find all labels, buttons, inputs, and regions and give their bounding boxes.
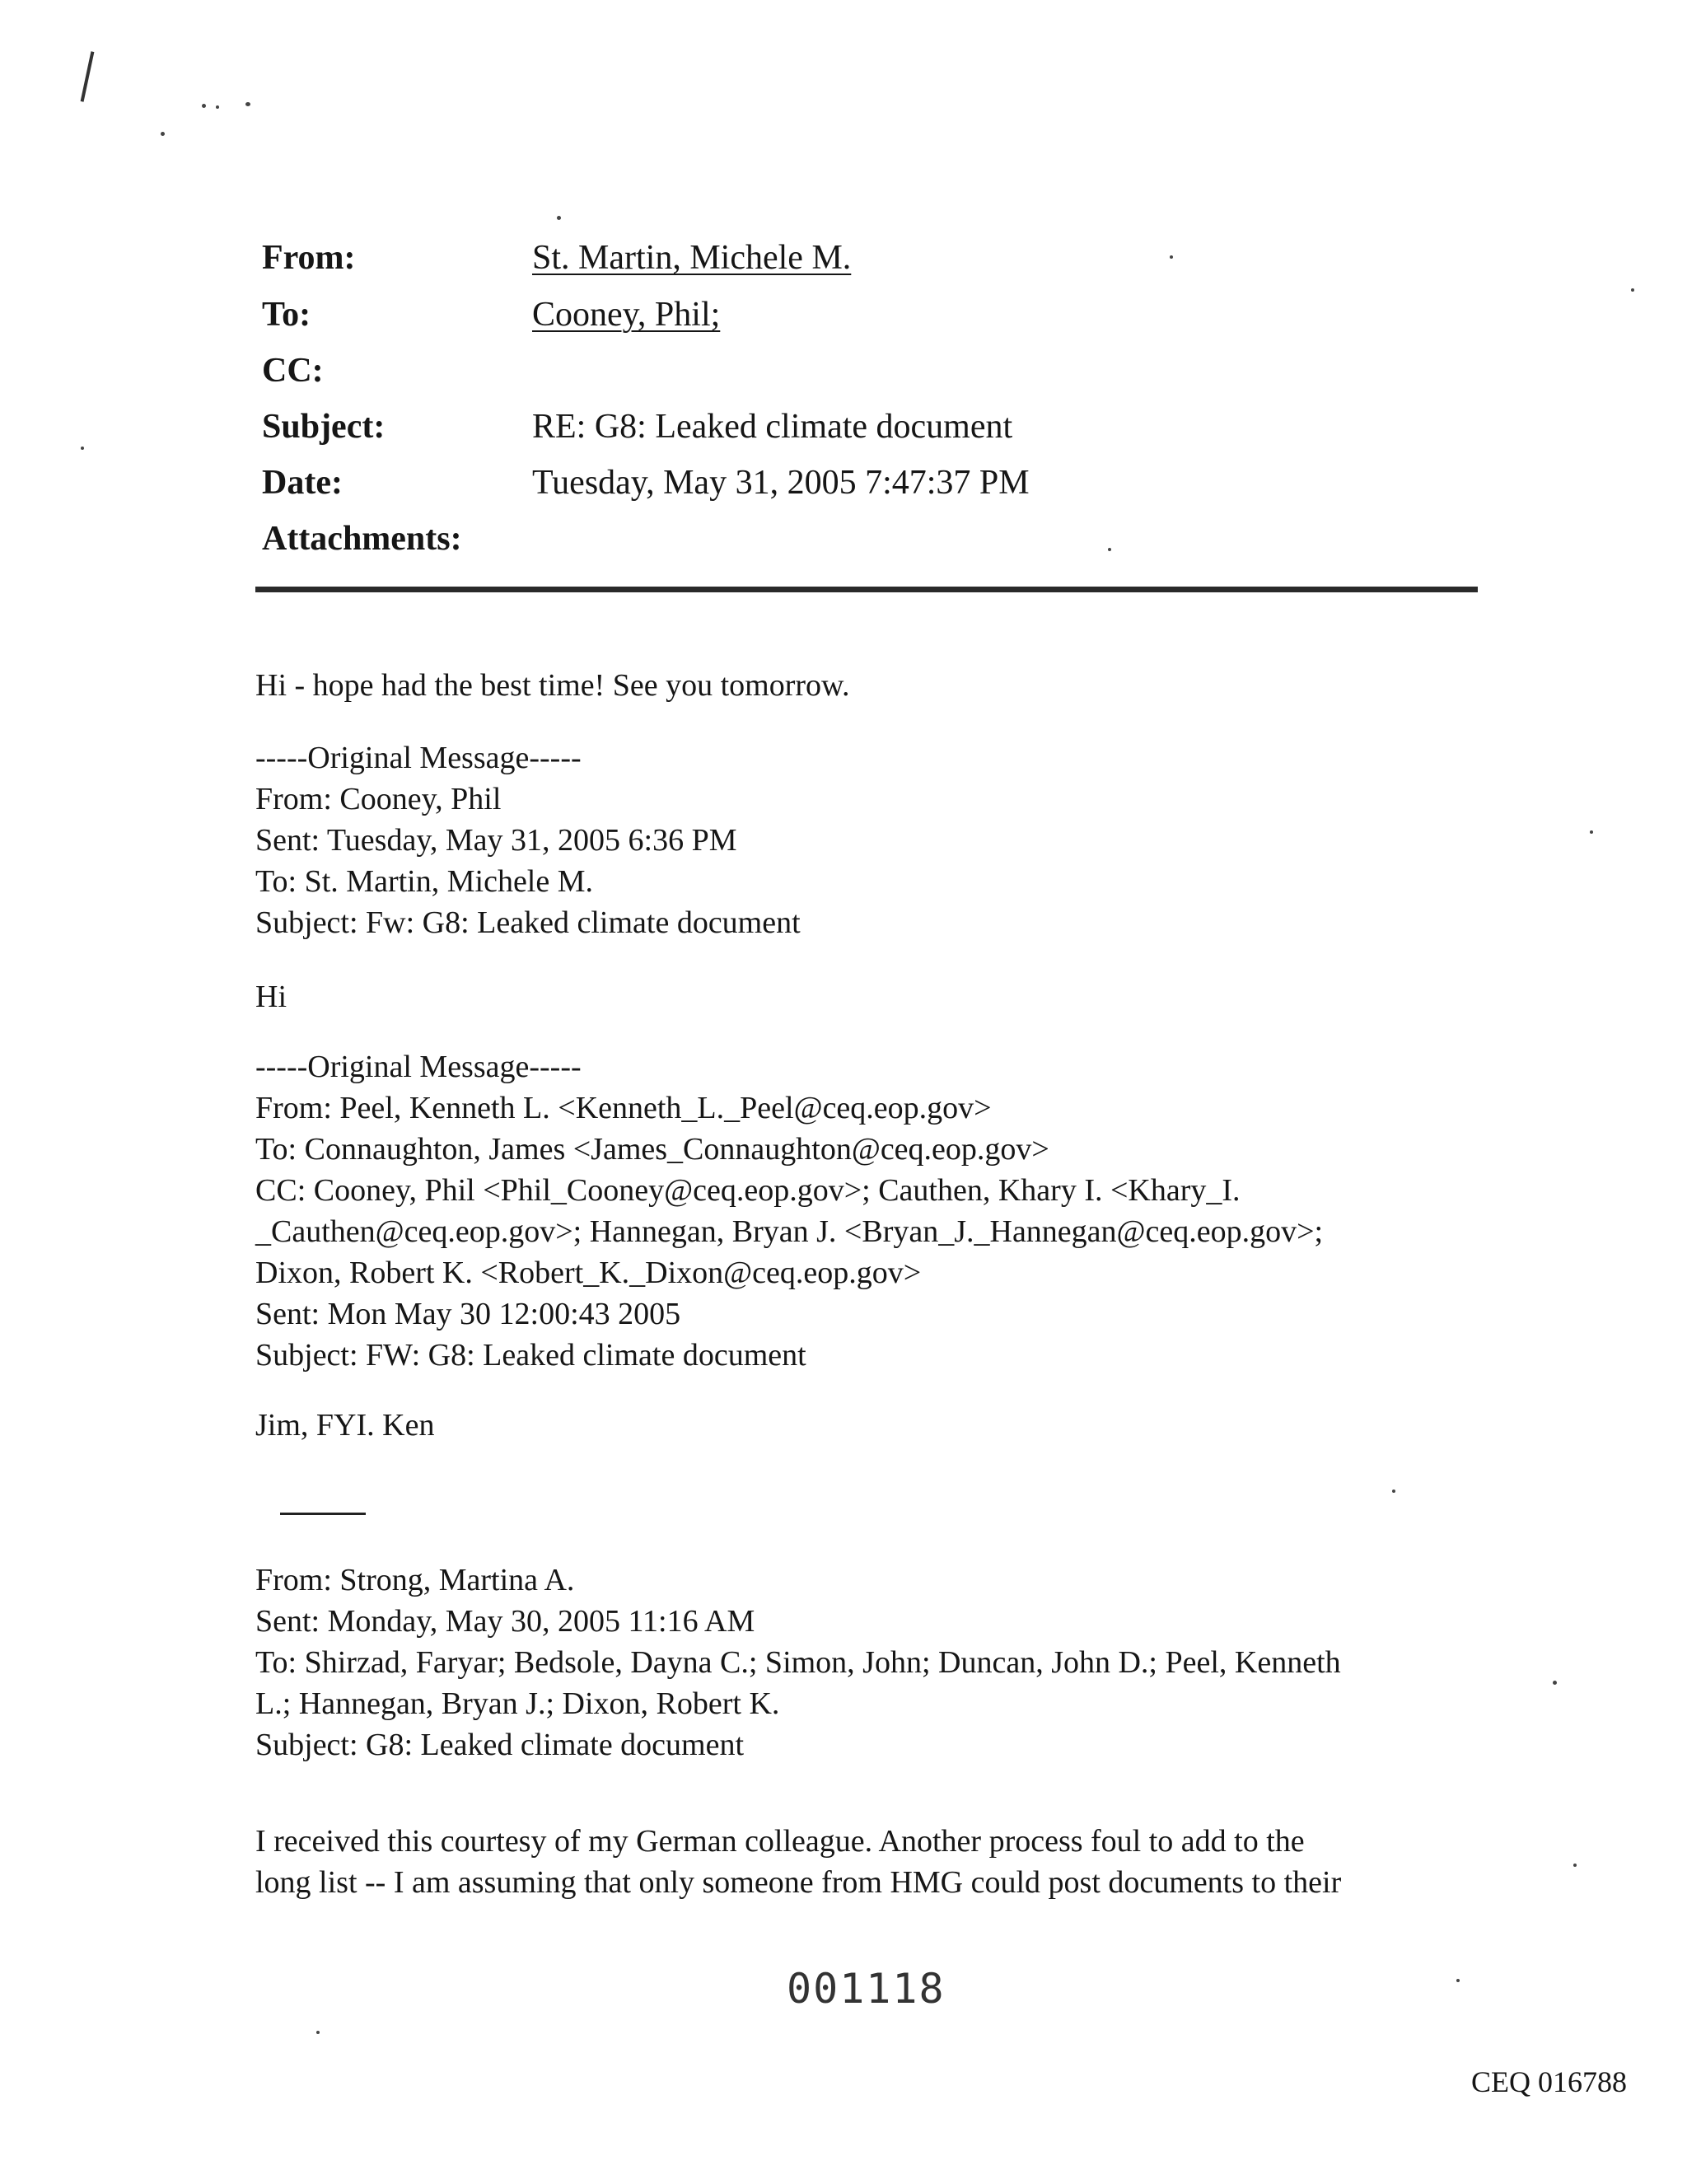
greeting-line: [255, 665, 1491, 706]
message-cc-continued: _Cauthen@ceq.eop.gov>; Hannegan, Bryan J. <Bryan_J._Hannegan@ceq.eop.gov>;: [255, 1214, 1324, 1249]
subject-label: Subject:: [262, 408, 386, 446]
date-value: Tuesday, May 31, 2005 7:47:37 PM: [532, 464, 1030, 502]
bates-number: CEQ 016788: [1471, 2065, 1627, 2098]
message-subject: Subject: Fw: G8: Leaked climate document: [255, 905, 801, 940]
message-from: From: Cooney, Phil: [255, 782, 502, 816]
message-to: To: St. Martin, Michele M.: [255, 864, 594, 899]
message-sent: Sent: Monday, May 30, 2005 11:16 AM: [255, 1604, 755, 1639]
message-sent: Sent: Tuesday, May 31, 2005 6:36 PM: [255, 823, 737, 858]
scan-speck: [1170, 255, 1173, 259]
to-value: Cooney, Phil;: [532, 296, 721, 334]
scan-speck: [1631, 288, 1634, 292]
scan-speck: [1573, 1864, 1577, 1867]
paragraph-line: long list -- I am assuming that only someone from HMG could post documents to their: [255, 1865, 1342, 1900]
cc-label: CC:: [262, 352, 324, 390]
message-to-continued: L.; Hannegan, Bryan J.; Dixon, Robert K.: [255, 1686, 780, 1721]
message-from: From: Peel, Kenneth L. <Kenneth_L._Peel@ceq.eop.gov>: [255, 1091, 992, 1125]
scan-speck: [216, 105, 219, 109]
scan-speck: [81, 447, 84, 450]
hi-text: Hi: [255, 980, 287, 1014]
from-label: From:: [262, 239, 356, 277]
original-message-separator: -----Original Message-----: [255, 741, 582, 775]
greeting-text: Hi - hope had the best time! See you tomorrow.: [255, 668, 850, 703]
original-message-separator: -----Original Message-----: [255, 1050, 582, 1084]
scan-speck: [1108, 548, 1111, 551]
message-cc-continued: Dixon, Robert K. <Robert_K._Dixon@ceq.eop.gov>: [255, 1256, 922, 1290]
message-subject: Subject: FW: G8: Leaked climate document: [255, 1338, 806, 1373]
scan-speck: [1392, 1490, 1395, 1493]
original-message-1: [255, 737, 1491, 943]
scan-speck: [245, 102, 250, 106]
from-value: St. Martin, Michele M.: [532, 239, 852, 277]
message-sent: Sent: Mon May 30 12:00:43 2005: [255, 1297, 681, 1331]
original-message-2: [255, 1046, 1491, 1376]
to-label: To:: [262, 296, 311, 334]
separator-rule: [280, 1513, 366, 1515]
date-label: Date:: [262, 464, 343, 502]
scan-speck: [557, 216, 561, 220]
scan-mark: [81, 51, 95, 101]
message-subject: Subject: G8: Leaked climate document: [255, 1728, 745, 1762]
scan-speck: [161, 132, 165, 136]
scan-speck: [1456, 1979, 1460, 1982]
scan-speck: [316, 2031, 320, 2034]
scan-speck: [202, 104, 206, 108]
message-from: From: Strong, Martina A.: [255, 1563, 575, 1597]
jim-text: Jim, FYI. Ken: [255, 1408, 435, 1443]
header-divider: [255, 587, 1478, 592]
paragraph-line: I received this courtesy of my German colleague. Another process foul to add to the: [255, 1824, 1305, 1859]
subject-value: RE: G8: Leaked climate document: [532, 408, 1013, 446]
page-number-stamp: 001118: [787, 1965, 946, 2013]
scan-speck: [1590, 830, 1593, 834]
message-to: To: Connaughton, James <James_Connaughton@ceq.eop.gov>: [255, 1132, 1049, 1167]
body-paragraph: [255, 1821, 1491, 1903]
message-to: To: Shirzad, Faryar; Bedsole, Dayna C.; Simon, John; Duncan, John D.; Peel, Kenneth: [255, 1645, 1341, 1680]
message-cc: CC: Cooney, Phil <Phil_Cooney@ceq.eop.gov>; Cauthen, Khary I. <Khary_I.: [255, 1173, 1241, 1208]
original-message-3: [255, 1560, 1491, 1765]
jim-line: [255, 1405, 1491, 1446]
attachments-label: Attachments:: [262, 520, 462, 558]
hi-line: [255, 976, 1491, 1017]
scan-speck: [1553, 1681, 1557, 1685]
